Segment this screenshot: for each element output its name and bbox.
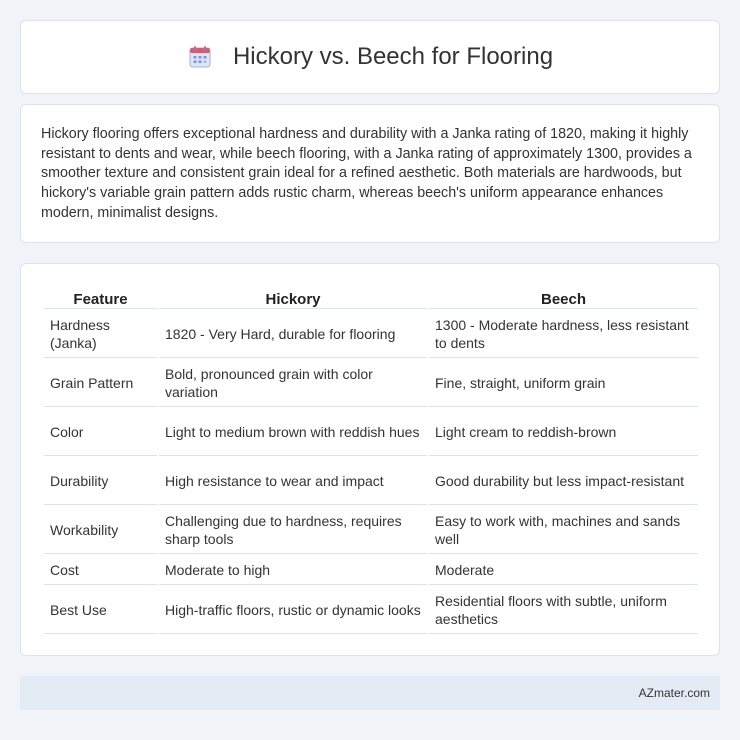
table-header-row: [44, 287, 698, 309]
calendar-icon: [187, 44, 213, 70]
beech-cell: Easy to work with, machines and sands well: [429, 507, 698, 554]
hickory-cell: Challenging due to hardness, requires sharp tools: [159, 507, 427, 554]
feature-cell: Best Use: [44, 587, 157, 634]
summary-card: [20, 104, 720, 243]
table-row: [44, 458, 698, 505]
footer-bar: [20, 676, 720, 710]
header-feature: Feature: [44, 287, 157, 309]
feature-cell: Durability: [44, 458, 157, 505]
feature-cell: Color: [44, 409, 157, 456]
hickory-cell: Light to medium brown with reddish hues: [159, 409, 427, 456]
title-card: [20, 20, 720, 94]
feature-cell: Hardness (Janka): [44, 311, 157, 358]
page-title: Hickory vs. Beech for Flooring: [232, 43, 554, 70]
hickory-cell: High-traffic floors, rustic or dynamic looks: [159, 587, 427, 634]
table-row: [44, 409, 698, 456]
hickory-cell: 1820 - Very Hard, durable for flooring: [159, 311, 427, 358]
beech-cell: Moderate: [429, 556, 698, 585]
feature-cell: Workability: [44, 507, 157, 554]
beech-cell: Good durability but less impact-resistant: [429, 458, 698, 505]
table-row: [44, 507, 698, 554]
comparison-table-card: [20, 263, 720, 656]
beech-cell: Fine, straight, uniform grain: [429, 360, 698, 407]
comparison-table: [42, 285, 700, 636]
table-row: [44, 360, 698, 407]
beech-cell: 1300 - Moderate hardness, less resistant to dents: [429, 311, 698, 358]
table-row: [44, 556, 698, 585]
hickory-cell: Bold, pronounced grain with color variation: [159, 360, 427, 407]
feature-cell: Cost: [44, 556, 157, 585]
beech-cell: Light cream to reddish-brown: [429, 409, 698, 456]
feature-cell: Grain Pattern: [44, 360, 157, 407]
summary-paragraph: Hickory flooring offers exceptional hardness and durability with a Janka rating of 1820, making it highly resistant to dents and wear, while beech flooring, with a Janka rating of approximately 1300, provides a smoother texture and consistent grain ideal for a refined aesthetic. Both materials are hardwoods, but hickory's variable grain pattern adds rustic charm, whereas beech's uniform appearance enhances modern, minimalist designs.: [41, 126, 692, 221]
footer-source: AZmater.com: [638, 686, 710, 700]
table-row: [44, 311, 698, 358]
hickory-cell: High resistance to wear and impact: [159, 458, 427, 505]
hickory-cell: Moderate to high: [159, 556, 427, 585]
table-row: [44, 587, 698, 634]
header-hickory: Hickory: [159, 287, 427, 309]
header-beech: Beech: [429, 287, 698, 309]
beech-cell: Residential floors with subtle, uniform aesthetics: [429, 587, 698, 634]
